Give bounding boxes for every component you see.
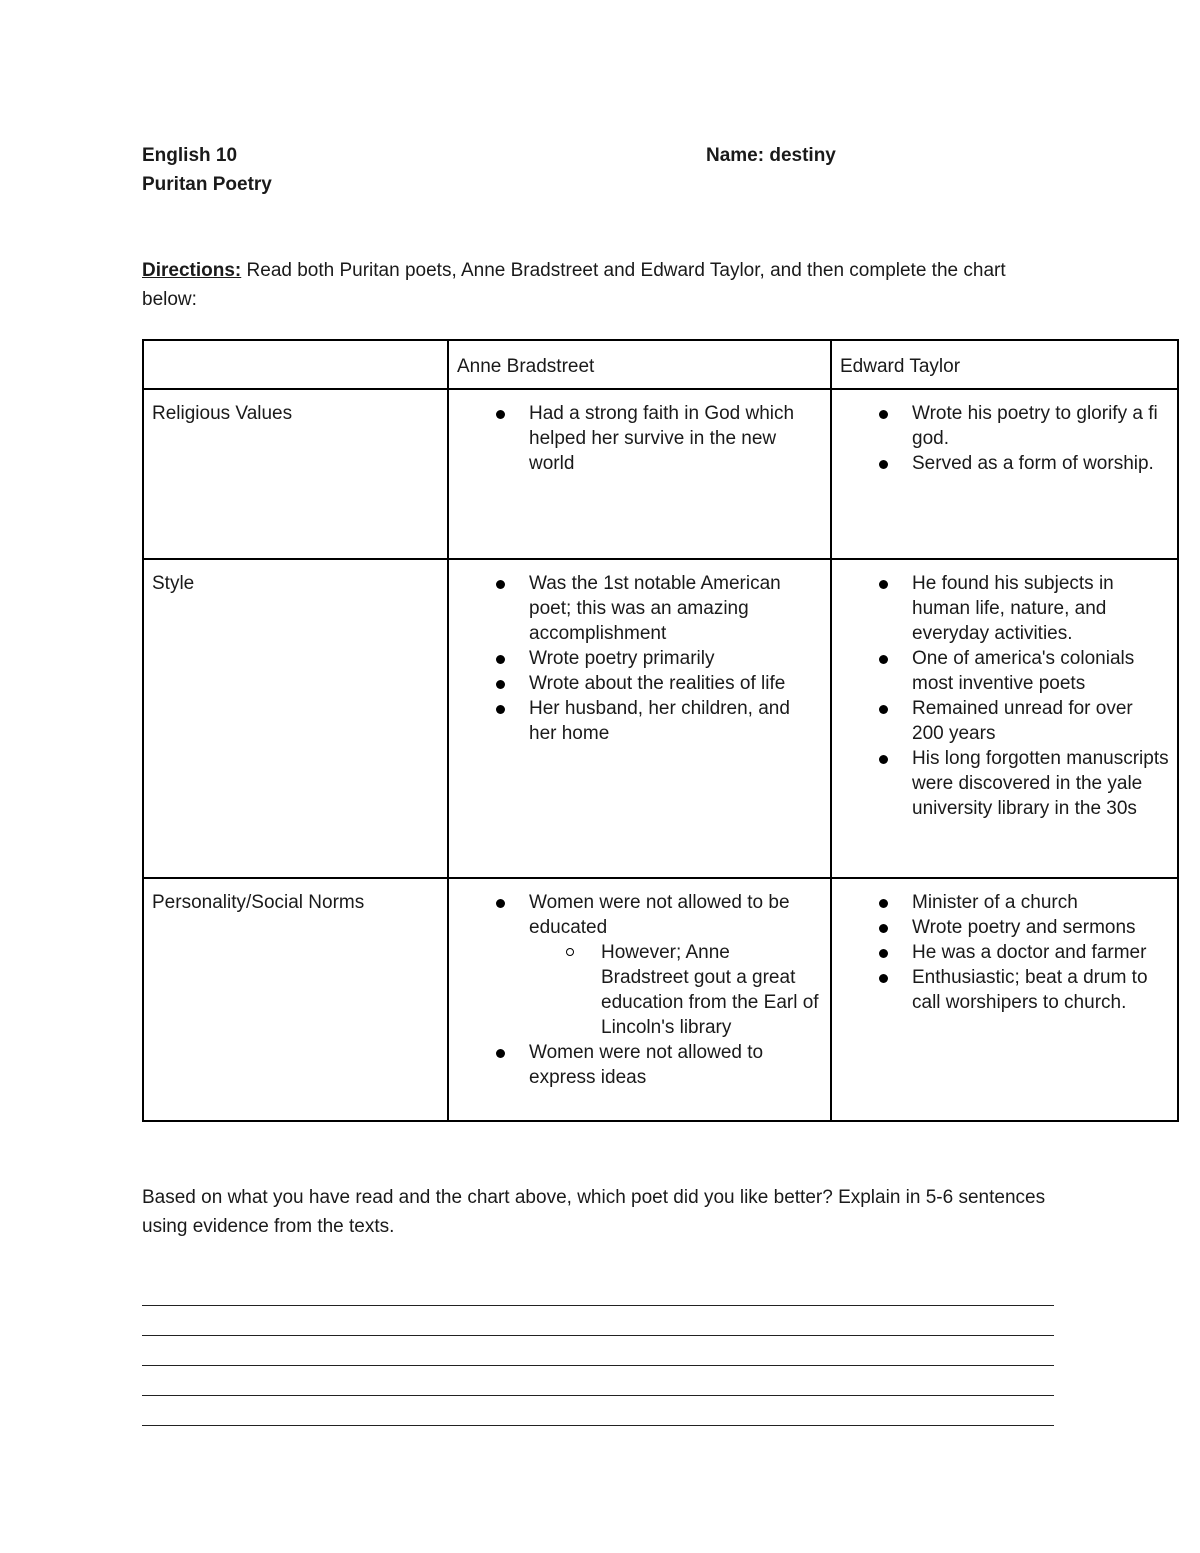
document-header	[142, 141, 1142, 199]
header-cell-edward: Edward Taylor	[831, 340, 1178, 389]
response-question: Based on what you have read and the chart above, which poet did you like better? Explain in 5-6 sentences using evidence from the texts.	[142, 1187, 1046, 1237]
answer-line[interactable]	[142, 1276, 1054, 1306]
chart-header-row	[143, 340, 1178, 389]
directions-label: Directions:	[142, 260, 242, 281]
directions-text: Read both Puritan poets, Anne Bradstreet and Edward Taylor, and then complete the chart below:	[142, 260, 1006, 310]
answer-line[interactable]	[142, 1306, 1054, 1336]
bullet-item: Served as a form of worship.	[840, 451, 1169, 476]
answer-line[interactable]	[142, 1366, 1054, 1396]
bullet-item: One of america's colonials most inventive poets	[840, 646, 1169, 696]
row-label: Style	[143, 559, 448, 878]
anne-cell	[448, 559, 831, 878]
bullet-item: Was the 1st notable American poet; this was an amazing accomplishment	[457, 571, 822, 646]
answer-lines	[142, 1276, 1054, 1426]
bullet-item: Her husband, her children, and her home	[457, 696, 822, 746]
directions	[142, 256, 1062, 314]
anne-cell	[448, 389, 831, 559]
edward-cell	[831, 878, 1178, 1121]
bullet-item: Enthusiastic; beat a drum to call worshipers to church.	[840, 965, 1169, 1015]
bullet-item: Minister of a church	[840, 890, 1169, 915]
header-cell-anne: Anne Bradstreet	[448, 340, 831, 389]
edward-cell	[831, 559, 1178, 878]
bullet-item: Wrote poetry primarily	[457, 646, 822, 671]
bullet-item: He found his subjects in human life, nature, and everyday activities.	[840, 571, 1169, 646]
bullet-item: Women were not allowed to express ideas	[457, 1040, 822, 1090]
student-name: Name: destiny	[706, 145, 836, 166]
bullet-item: Wrote his poetry to glorify a fi god.	[840, 401, 1169, 451]
header-cell-empty	[143, 340, 448, 389]
row-religious-values	[143, 389, 1178, 559]
row-label: Religious Values	[143, 389, 448, 559]
bullet-item: Had a strong faith in God which helped her survive in the new world	[457, 401, 822, 476]
answer-line[interactable]	[142, 1336, 1054, 1366]
sub-bullet-item: However; Anne Bradstreet gout a great education from the Earl of Lincoln's library	[529, 940, 822, 1040]
answer-line[interactable]	[142, 1396, 1054, 1426]
comparison-chart	[142, 339, 1179, 1122]
course-title: English 10	[142, 145, 238, 166]
bullet-text: Women were not allowed to be educated	[529, 892, 790, 938]
bullet-item: Wrote poetry and sermons	[840, 915, 1169, 940]
anne-cell	[448, 878, 831, 1121]
unit-title: Puritan Poetry	[142, 174, 272, 195]
row-style	[143, 559, 1178, 878]
bullet-item	[457, 890, 822, 1040]
bullet-item: Wrote about the realities of life	[457, 671, 822, 696]
edward-cell	[831, 389, 1178, 559]
bullet-item: Remained unread for over 200 years	[840, 696, 1169, 746]
row-personality-social-norms	[143, 878, 1178, 1121]
bullet-item: He was a doctor and farmer	[840, 940, 1169, 965]
bullet-item: His long forgotten manuscripts were discovered in the yale university library in the 30s	[840, 746, 1169, 821]
row-label: Personality/Social Norms	[143, 878, 448, 1121]
